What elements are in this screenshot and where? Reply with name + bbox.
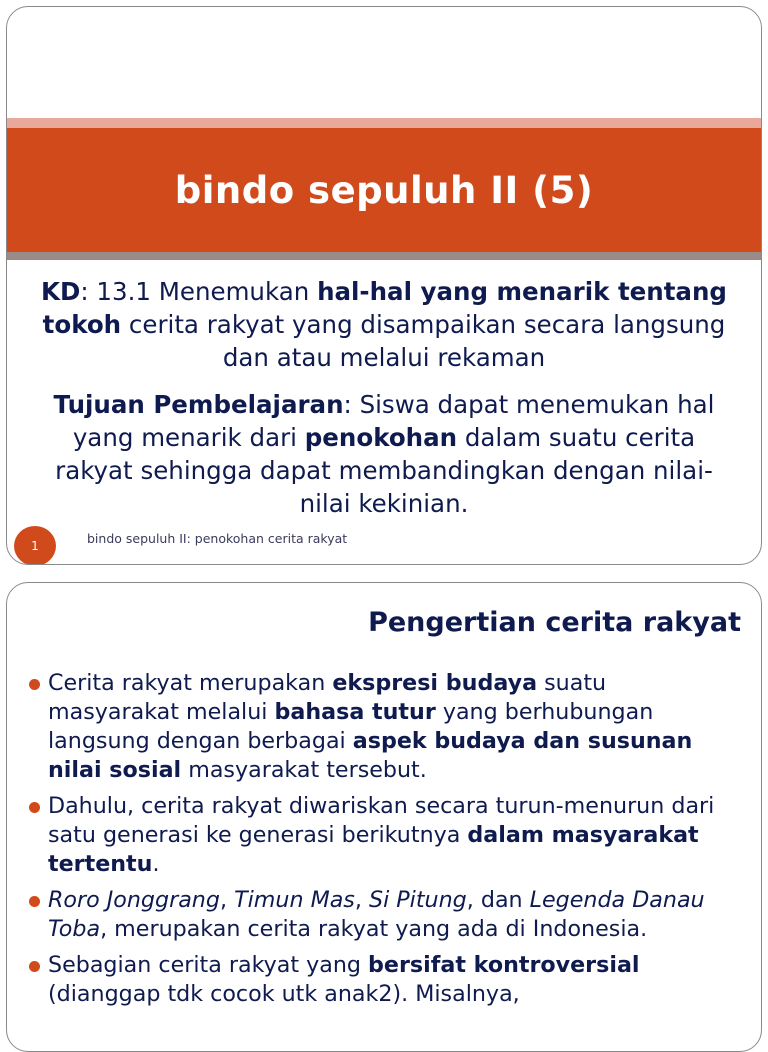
title-band: [7, 128, 761, 252]
bullet-text: masyarakat tersebut.: [181, 757, 427, 783]
slide-number-badge: 1: [14, 526, 56, 565]
list-item: [29, 792, 731, 879]
bullet-highlight: ekspresi budaya: [332, 670, 538, 696]
slide-footer: bindo sepuluh II: penokohan cerita rakyat: [87, 531, 348, 546]
bullet-highlight: bersifat kontroversial: [368, 952, 640, 978]
kd-text: : 13.1 Menemukan: [80, 277, 318, 306]
bullet-highlight: bahasa tutur: [274, 699, 436, 725]
tujuan-highlight: penokohan: [304, 423, 458, 452]
bullet-highlight: dalam masyarakat tertentu: [48, 822, 699, 877]
bullet-text: Cerita rakyat merupakan: [48, 670, 333, 696]
bullet-text: yang berhubungan langsung dengan berbagai: [48, 699, 654, 754]
kd-highlight: hal-hal yang menarik tentang tokoh: [42, 277, 727, 339]
bullet-text: Sebagian cerita rakyat yang: [48, 952, 369, 978]
bullet-dot-icon: [29, 679, 40, 690]
story-title: Si Pitung: [368, 887, 467, 913]
bullet-text: , dan: [466, 887, 530, 913]
bullet-text: Dahulu, cerita rakyat diwariskan secara turun-menurun dari satu generasi ke generasi berikutnya: [48, 793, 715, 848]
tujuan-text: : Siswa dapat menemukan hal yang menarik dari: [72, 390, 715, 452]
bullet-text: .: [152, 851, 160, 877]
list-item: [29, 669, 731, 785]
slide-2: [6, 582, 762, 1052]
bullet-dot-icon: [29, 961, 40, 972]
bullet-highlight: aspek budaya dan susunan nilai sosial: [48, 728, 693, 783]
kd-text-rest: cerita rakyat yang disampaikan secara langsung dan atau melalui rekaman: [121, 310, 726, 372]
bullet-text: , merupakan cerita rakyat yang ada di Indonesia.: [100, 916, 648, 942]
tujuan-text-rest: dalam suatu cerita rakyat sehingga dapat membandingkan dengan nilai-nilai kekinian.: [55, 423, 713, 518]
story-title: Timun Mas: [234, 887, 355, 913]
kd-label: KD: [41, 277, 81, 306]
list-item: [29, 951, 731, 1009]
slide-2-title: Pengertian cerita rakyat: [368, 607, 741, 638]
bullet-dot-icon: [29, 896, 40, 907]
story-title: Roro Jonggrang: [48, 887, 220, 913]
kd-paragraph: [37, 275, 731, 374]
title-band-top-stripe: [7, 118, 761, 128]
list-item: [29, 886, 731, 944]
bullet-text: (dianggap tdk cocok utk anak2). Misalnya,: [48, 981, 520, 1007]
tujuan-label: Tujuan Pembelajaran: [53, 390, 344, 419]
bullet-dot-icon: [29, 802, 40, 813]
slide-1-title: bindo sepuluh II (5): [174, 168, 594, 212]
story-title: Legenda Danau Toba: [48, 887, 705, 942]
bullet-text: ,: [354, 887, 369, 913]
bullet-text: ,: [219, 887, 235, 913]
bullet-list: [29, 669, 731, 1016]
tujuan-paragraph: [37, 388, 731, 520]
bullet-text: suatu masyarakat melalui: [48, 670, 607, 725]
slide-1: [6, 6, 762, 565]
title-band-bottom-stripe: [7, 252, 761, 260]
slide-1-body: [37, 275, 731, 520]
